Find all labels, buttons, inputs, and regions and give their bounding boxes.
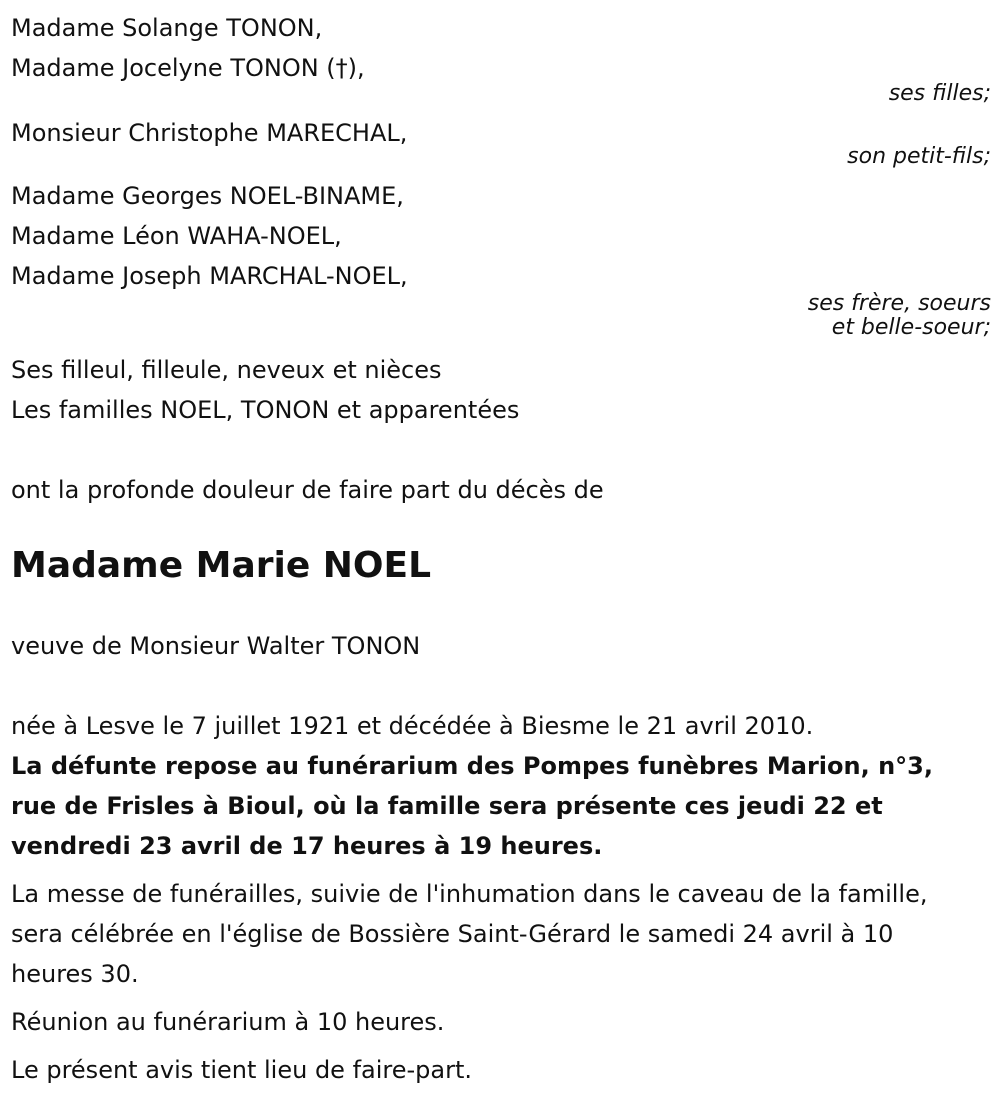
family-member-line: Ses filleul, filleule, neveux et nièces [11,356,442,384]
announcement-text: ont la profonde douleur de faire part du décès de [11,476,604,504]
family-member-line: Monsieur Christophe MARECHAL, [11,119,408,147]
extended-family-group [11,350,991,430]
viewing-text: La défunte repose au funérarium des Pompes funèbres Marion, n°3, rue de Frisles à Bioul, où la famille sera présente ces jeudi 22 et vendredi 23 avril de 17 heures à 19 heures. [11,752,933,860]
family-member-line: Madame Jocelyne TONON (†), [11,54,365,82]
siblings-group [11,176,991,340]
reunion-text: Réunion au funérarium à 10 heures. [11,1008,445,1036]
family-member-line: Madame Solange TONON, [11,14,323,42]
family-member-line: Madame Léon WAHA-NOEL, [11,222,342,250]
funeral-text: La messe de funérailles, suivie de l'inhumation dans le caveau de la famille, sera célébrée en l'église de Bossière Saint-Gérard le samedi 24 avril à 10 heures 30. [11,880,928,988]
relation-label: ses filles; [888,81,991,106]
family-member-line: Madame Georges NOEL-BINAME, [11,182,404,210]
birth-death-text: née à Lesve le 7 juillet 1921 et décédée à Biesme le 21 avril 2010. [11,712,814,740]
grandson-group [11,113,991,169]
family-member-line: Madame Joseph MARCHAL-NOEL, [11,262,408,290]
family-member-line: Les familles NOEL, TONON et apparentées [11,396,520,424]
obituary-notice [11,8,991,1090]
widow-of-text: veuve de Monsieur Walter TONON [11,632,421,660]
deceased-name: Madame Marie NOEL [11,545,432,586]
notice-text: Le présent avis tient lieu de faire-part. [11,1056,473,1084]
relation-label: ses frère, soeurs [807,291,991,316]
relation-label: son petit-fils; [847,144,991,169]
relation-label: et belle-soeur; [831,315,991,340]
daughters-group [11,8,991,106]
